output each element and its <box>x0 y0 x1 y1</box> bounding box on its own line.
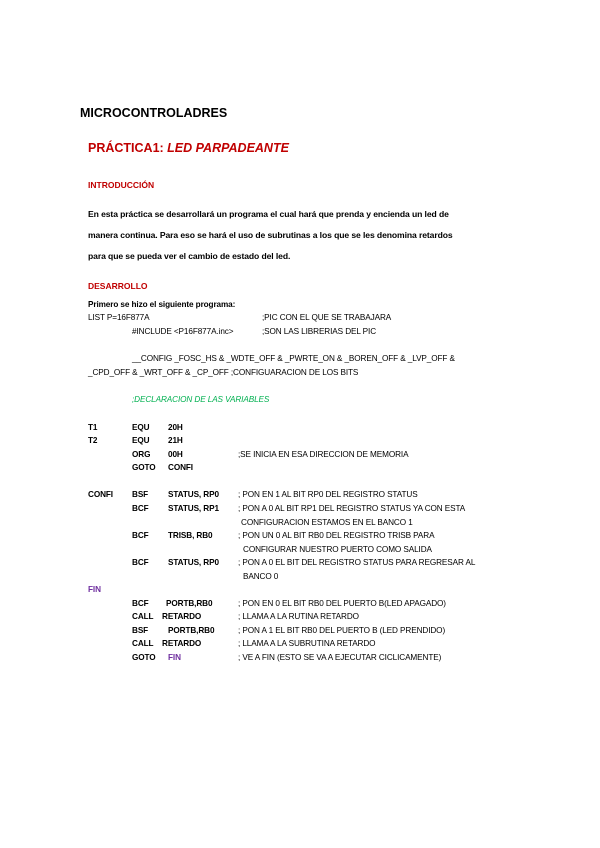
confi-4-arg: STATUS, RP0 <box>168 558 219 567</box>
fin-2-arg: RETARDO <box>162 612 202 621</box>
config-line-1: __CONFIG _FOSC_HS & _WDTE_OFF & _PWRTE_ON & _BOREN_OFF & _LVP_OFF & <box>132 354 455 363</box>
confi-1-arg: STATUS, RP0 <box>168 490 219 499</box>
org-op: ORG <box>132 450 151 459</box>
practice-name: LED PARPADEANTE <box>167 141 289 155</box>
org-comment: ;SE INICIA EN ESA DIRECCION DE MEMORIA <box>238 450 409 459</box>
fin-1-arg: PORTB,RB0 <box>166 599 213 608</box>
variables-comment: ;DECLARACION DE LAS VARIABLES <box>132 395 270 404</box>
fin-4-comment: ; LLAMA A LA SUBRUTINA RETARDO <box>238 639 376 648</box>
goto-confi-arg: CONFI <box>168 463 193 472</box>
t2-op: EQU <box>132 436 150 445</box>
confi-1-comment: ; PON EN 1 AL BIT RP0 DEL REGISTRO STATUS <box>238 490 418 499</box>
confi-4-comment: ; PON A 0 EL BIT DEL REGISTRO STATUS PARA REGRESAR AL <box>238 558 476 567</box>
list-directive: LIST P=16F877A <box>88 313 150 322</box>
fin-1-op: BCF <box>132 599 149 608</box>
confi-3-comment: ; PON UN 0 AL BIT RB0 DEL REGISTRO TRISB PARA <box>238 531 435 540</box>
org-arg: 00H <box>168 450 183 459</box>
confi-3-op: BCF <box>132 531 149 540</box>
dev-heading: DESARROLLO <box>88 281 148 291</box>
intro-line-3: para que se pueda ver el cambio de estado del led. <box>88 251 291 261</box>
fin-4-arg: RETARDO <box>162 639 202 648</box>
confi-3-comment-cont: CONFIGURAR NUESTRO PUERTO COMO SALIDA <box>243 545 432 554</box>
confi-2-comment-cont: CONFIGURACION ESTAMOS EN EL BANCO 1 <box>241 518 413 527</box>
t1-op: EQU <box>132 423 150 432</box>
confi-3-arg: TRISB, RB0 <box>168 531 213 540</box>
include-comment: ;SON LAS LIBRERIAS DEL PIC <box>262 327 377 336</box>
confi-2-op: BCF <box>132 504 149 513</box>
intro-line-2: manera continua. Para eso se hará el uso de subrutinas a los que se les denomina retardos <box>88 230 453 240</box>
fin-4-op: CALL <box>132 639 154 648</box>
fin-2-op: CALL <box>132 612 154 621</box>
config-line-2: _CPD_OFF & _WRT_OFF & _CP_OFF ;CONFIGUARACION DE LOS BITS <box>88 368 359 377</box>
intro-line-1: En esta práctica se desarrollará un programa el cual hará que prenda y encienda un led de <box>88 209 449 219</box>
confi-4-op: BCF <box>132 558 149 567</box>
fin-1-comment: ; PON EN 0 EL BIT RB0 DEL PUERTO B(LED APAGADO) <box>238 599 446 608</box>
t1-label: T1 <box>88 423 98 432</box>
goto-confi-op: GOTO <box>132 463 156 472</box>
practice-heading <box>88 141 289 155</box>
fin-label: FIN <box>88 585 101 594</box>
confi-2-comment: ; PON A 0 AL BIT RP1 DEL REGISTRO STATUS YA CON ESTA <box>238 504 466 513</box>
fin-5-comment: ; VE A FIN (ESTO SE VA A EJECUTAR CICLICAMENTE) <box>238 653 442 662</box>
t1-arg: 20H <box>168 423 183 432</box>
t2-arg: 21H <box>168 436 183 445</box>
fin-3-comment: ; PON A 1 EL BIT RB0 DEL PUERTO B (LED PRENDIDO) <box>238 626 446 635</box>
include-directive: #INCLUDE <P16F877A.inc> <box>132 327 234 336</box>
fin-5-arg: FIN <box>168 653 181 662</box>
t2-label: T2 <box>88 436 98 445</box>
intro-heading: INTRODUCCIÓN <box>88 180 155 190</box>
confi-4-comment-cont: BANCO 0 <box>243 572 279 581</box>
confi-2-arg: STATUS, RP1 <box>168 504 219 513</box>
list-comment: ;PIC CON EL QUE SE TRABAJARA <box>262 313 392 322</box>
confi-1-op: BSF <box>132 490 149 499</box>
doc-title: MICROCONTROLADRES <box>80 106 228 120</box>
fin-3-arg: PORTB,RB0 <box>168 626 215 635</box>
confi-label: CONFI <box>88 490 113 499</box>
fin-3-op: BSF <box>132 626 149 635</box>
dev-lead: Primero se hizo el siguiente programa: <box>88 300 236 309</box>
fin-5-op: GOTO <box>132 653 156 662</box>
practice-prefix: PRÁCTICA1: <box>88 141 168 155</box>
fin-2-comment: ; LLAMA A LA RUTINA RETARDO <box>238 612 359 621</box>
